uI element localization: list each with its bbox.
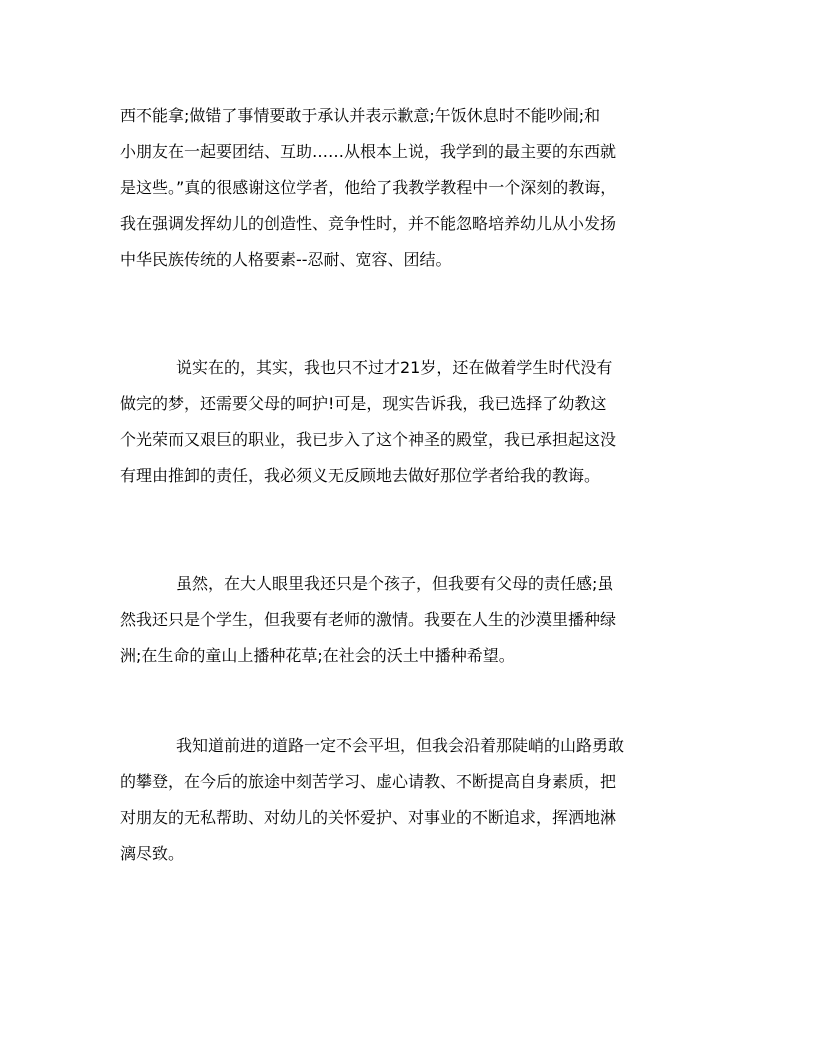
paragraph-line: 的攀登，在今后的旅途中刻苦学习、虚心请教、不断提高自身素质，把 (120, 772, 617, 791)
paragraph-first-line: 我知道前进的道路一定不会平坦，但我会沿着那陡峭的山路勇敢 (176, 736, 625, 755)
paragraph-line: 西不能拿;做错了事情要敢于承认并表示歉意;午饭休息时不能吵闹;和 (120, 106, 601, 125)
paragraph-line: 然我还只是个学生，但我要有老师的激情。我要在人生的沙漠里播种绿 (120, 610, 617, 629)
paragraph-line: 小朋友在一起要团结、互助……从根本上说，我学到的最主要的东西就 (120, 142, 617, 161)
paragraph-line: 个光荣而又艰巨的职业，我已步入了这个神圣的殿堂，我已承担起这没 (120, 430, 617, 449)
paragraph-2 (120, 350, 700, 494)
paragraph-first-line: 说实在的，其实，我也只不过才21岁，还在做着学生时代没有 (176, 358, 613, 377)
paragraph-line: 做完的梦，还需要父母的呵护!可是，现实告诉我，我已选择了幼教这 (120, 394, 607, 413)
paragraph-first-line: 虽然，在大人眼里我还只是个孩子，但我要有父母的责任感;虽 (176, 574, 614, 593)
paragraph-4 (120, 728, 700, 872)
paragraph-line: 中华民族传统的人格要素--忍耐、宽容、团结。 (120, 250, 452, 269)
paragraph-line: 漓尽致。 (120, 844, 185, 863)
paragraph-line: 有理由推卸的责任，我必须义无反顾地去做好那位学者给我的教诲。 (120, 466, 601, 485)
paragraph-line: 对朋友的无私帮助、对幼儿的关怀爱护、对事业的不断追求，挥洒地淋 (120, 808, 617, 827)
paragraph-3 (120, 566, 700, 674)
paragraph-line: 洲;在生命的童山上播种花草;在社会的沃土中播种希望。 (120, 646, 515, 665)
paragraph-1 (120, 98, 700, 278)
paragraph-line: 是这些。”真的很感谢这位学者，他给了我教学教程中一个深刻的教诲， (120, 178, 617, 197)
paragraph-line: 我在强调发挥幼儿的创造性、竞争性时，并不能忽略培养幼儿从小发扬 (120, 214, 617, 233)
